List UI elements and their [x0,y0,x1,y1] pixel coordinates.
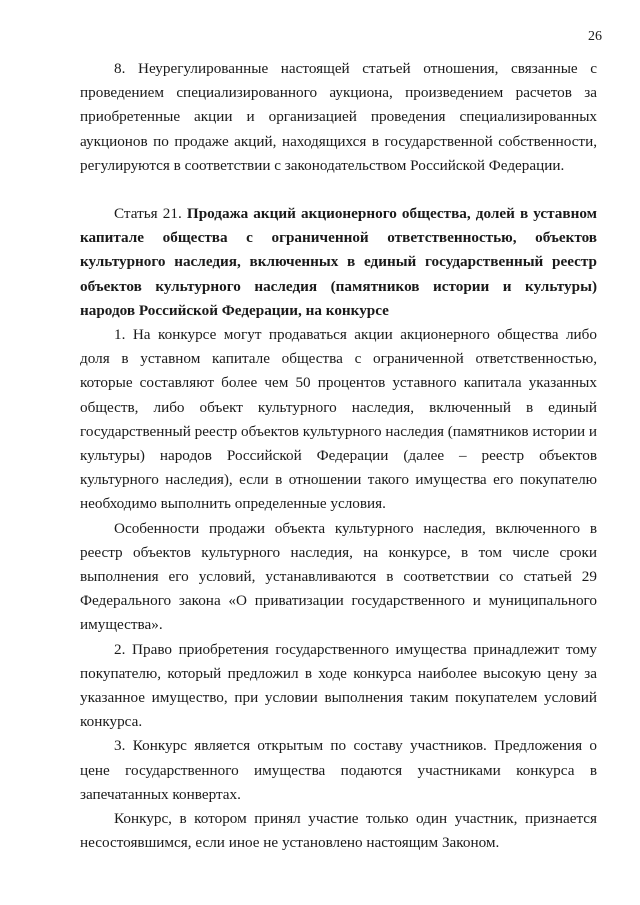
article-paragraph-1: 1. На конкурсе могут продаваться акции акционерного общества либо доля в уставном капитале общества с ограниченной ответственностью, которые составляют более чем 50 процентов уставного капитала указанных обществ, либо объект культурного наследия, включенный в единый государственный реестр объектов культурного наследия (памятников истории и культуры) народов Российской Федерации (далее – реестр объектов культурного наследия), если в отношении такого имущества его покупателю необходимо выполнить определенные условия. [80,326,597,513]
article-paragraph-5: Конкурс, в котором принял участие только один участник, признается несостоявшимся, если иное не установлено настоящим Законом. [80,810,597,852]
article-title: Продажа акций акционерного общества, долей в уставном капитале общества с ограниченной ответственностью, объектов культурного наследия, включенных в единый государственный реестр объектов культурного наследия (памятников истории и культуры) народов Российской Федерации, на конкурсе [80,205,597,319]
article-paragraph-4: 3. Конкурс является открытым по составу участников. Предложения о цене государственного имущества подаются участниками конкурса в запечатанных конвертах. [80,737,597,803]
section-spacer [80,178,597,202]
document-body [80,57,597,856]
article-label: Статья 21. [114,205,182,223]
section-8-paragraph: 8. Неурегулированные настоящей статьей отношения, связанные с проведением специализированного аукциона, произведением расчетов за приобретенные акции и организацией проведения специализированных аукционов по продаже акций, находящихся в государственной собственности, регулируются в соответствии с законодательством Российской Федерации. [80,60,597,174]
page-number: 26 [588,29,602,44]
article-paragraph-2: Особенности продажи объекта культурного наследия, включенного в реестр объектов культурного наследия, на конкурсе, в том числе сроки выполнения его условий, устанавливаются в соответствии со статьей 29 Федерального закона «О приватизации государственного и муниципального имущества». [80,519,597,634]
article-paragraph-3: 2. Право приобретения государственного имущества принадлежит тому покупателю, который предложил в ходе конкурса наиболее высокую цену за указанное имущество, при условии выполнения таким покупателем условий конкурса. [80,640,597,731]
article-21-heading [80,202,597,323]
